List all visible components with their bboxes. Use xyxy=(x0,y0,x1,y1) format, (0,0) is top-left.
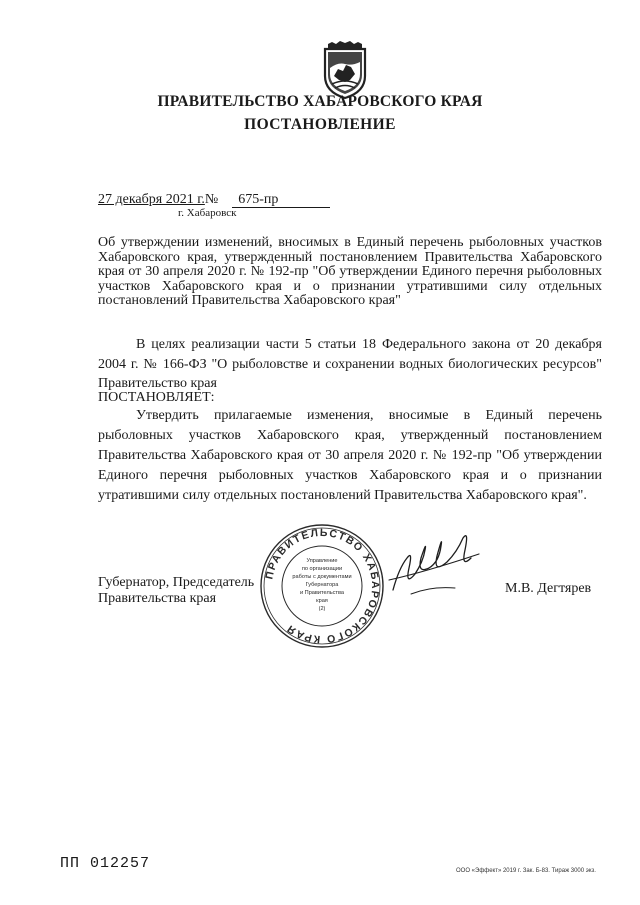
signatory-position-line2: Правительства края xyxy=(98,591,217,606)
printer-imprint: ООО «Эффект» 2019 г. Зак. Б-83. Тираж 3000 экз. xyxy=(456,868,596,874)
city-label: г. Хабаровск xyxy=(178,207,237,219)
stamp-ring-text: ПРАВИТЕЛЬСТВО ХАБАРОВСКОГО КРАЯ xyxy=(263,526,382,646)
handwritten-signature xyxy=(385,528,485,608)
document-title: Об утверждении изменений, вносимых в Единый перечень рыболовных участков Хабаровского края, утвержденный постановлением Правительства Хабаровского края от 30 апреля 2020 г. № 192-пр "Об утверждении Единого перечня рыболовных участков Хабаровского края и о признании утратившими силу отдельных постановлений Правительства Хабаровского края" xyxy=(98,235,602,308)
stamp-center-line: по организации xyxy=(301,566,343,572)
government-name-heading: ПРАВИТЕЛЬСТВО ХАБАРОВСКОГО КРАЯ xyxy=(157,93,483,110)
signatory-position-line1: Губернатор, Председатель xyxy=(98,575,255,590)
document-date: 27 декабря 2021 г. xyxy=(98,192,205,207)
preamble-paragraph: В целях реализации части 5 статьи 18 Федерального закона от 20 декабря 2004 г. № 166-ФЗ "О рыболовстве и сохранении водных биологических ресурсов" Правительство края xyxy=(98,337,602,391)
resolution-paragraph: Утвердить прилагаемые изменения, вносимые в Единый перечень рыболовных участков Хабаровского края, утвержденный постановлением Правительства Хабаровского края от 30 апреля 2020 г. № 192-пр "Об утверждении Единого перечня рыболовных участков Хабаровского края и о признании утратившими силу отдельных постановлений Правительства Хабаровского края". xyxy=(98,408,602,503)
stamp-center-line: (2) xyxy=(318,606,326,612)
signatory-name: М.В. Дегтярев xyxy=(505,581,592,596)
decree-label: ПОСТАНОВЛЯЕТ: xyxy=(98,390,215,405)
stamp-center-line: Губернатора xyxy=(305,582,339,588)
stamp-center-line: Управление xyxy=(306,558,338,564)
document-type-heading: ПОСТАНОВЛЕНИЕ xyxy=(244,116,396,133)
document-number: 675-пр xyxy=(232,193,330,208)
coat-of-arms-emblem xyxy=(316,38,374,100)
date-number-line xyxy=(98,192,330,208)
stamp-center-line: края xyxy=(316,598,328,604)
official-stamp xyxy=(258,522,386,650)
stamp-center-line: и Правительства xyxy=(300,590,344,596)
signatory-position xyxy=(98,575,254,607)
number-sign: № xyxy=(204,192,219,207)
form-serial-number: ПП 012257 xyxy=(60,855,151,872)
stamp-center-line: работы с документами xyxy=(292,574,352,580)
